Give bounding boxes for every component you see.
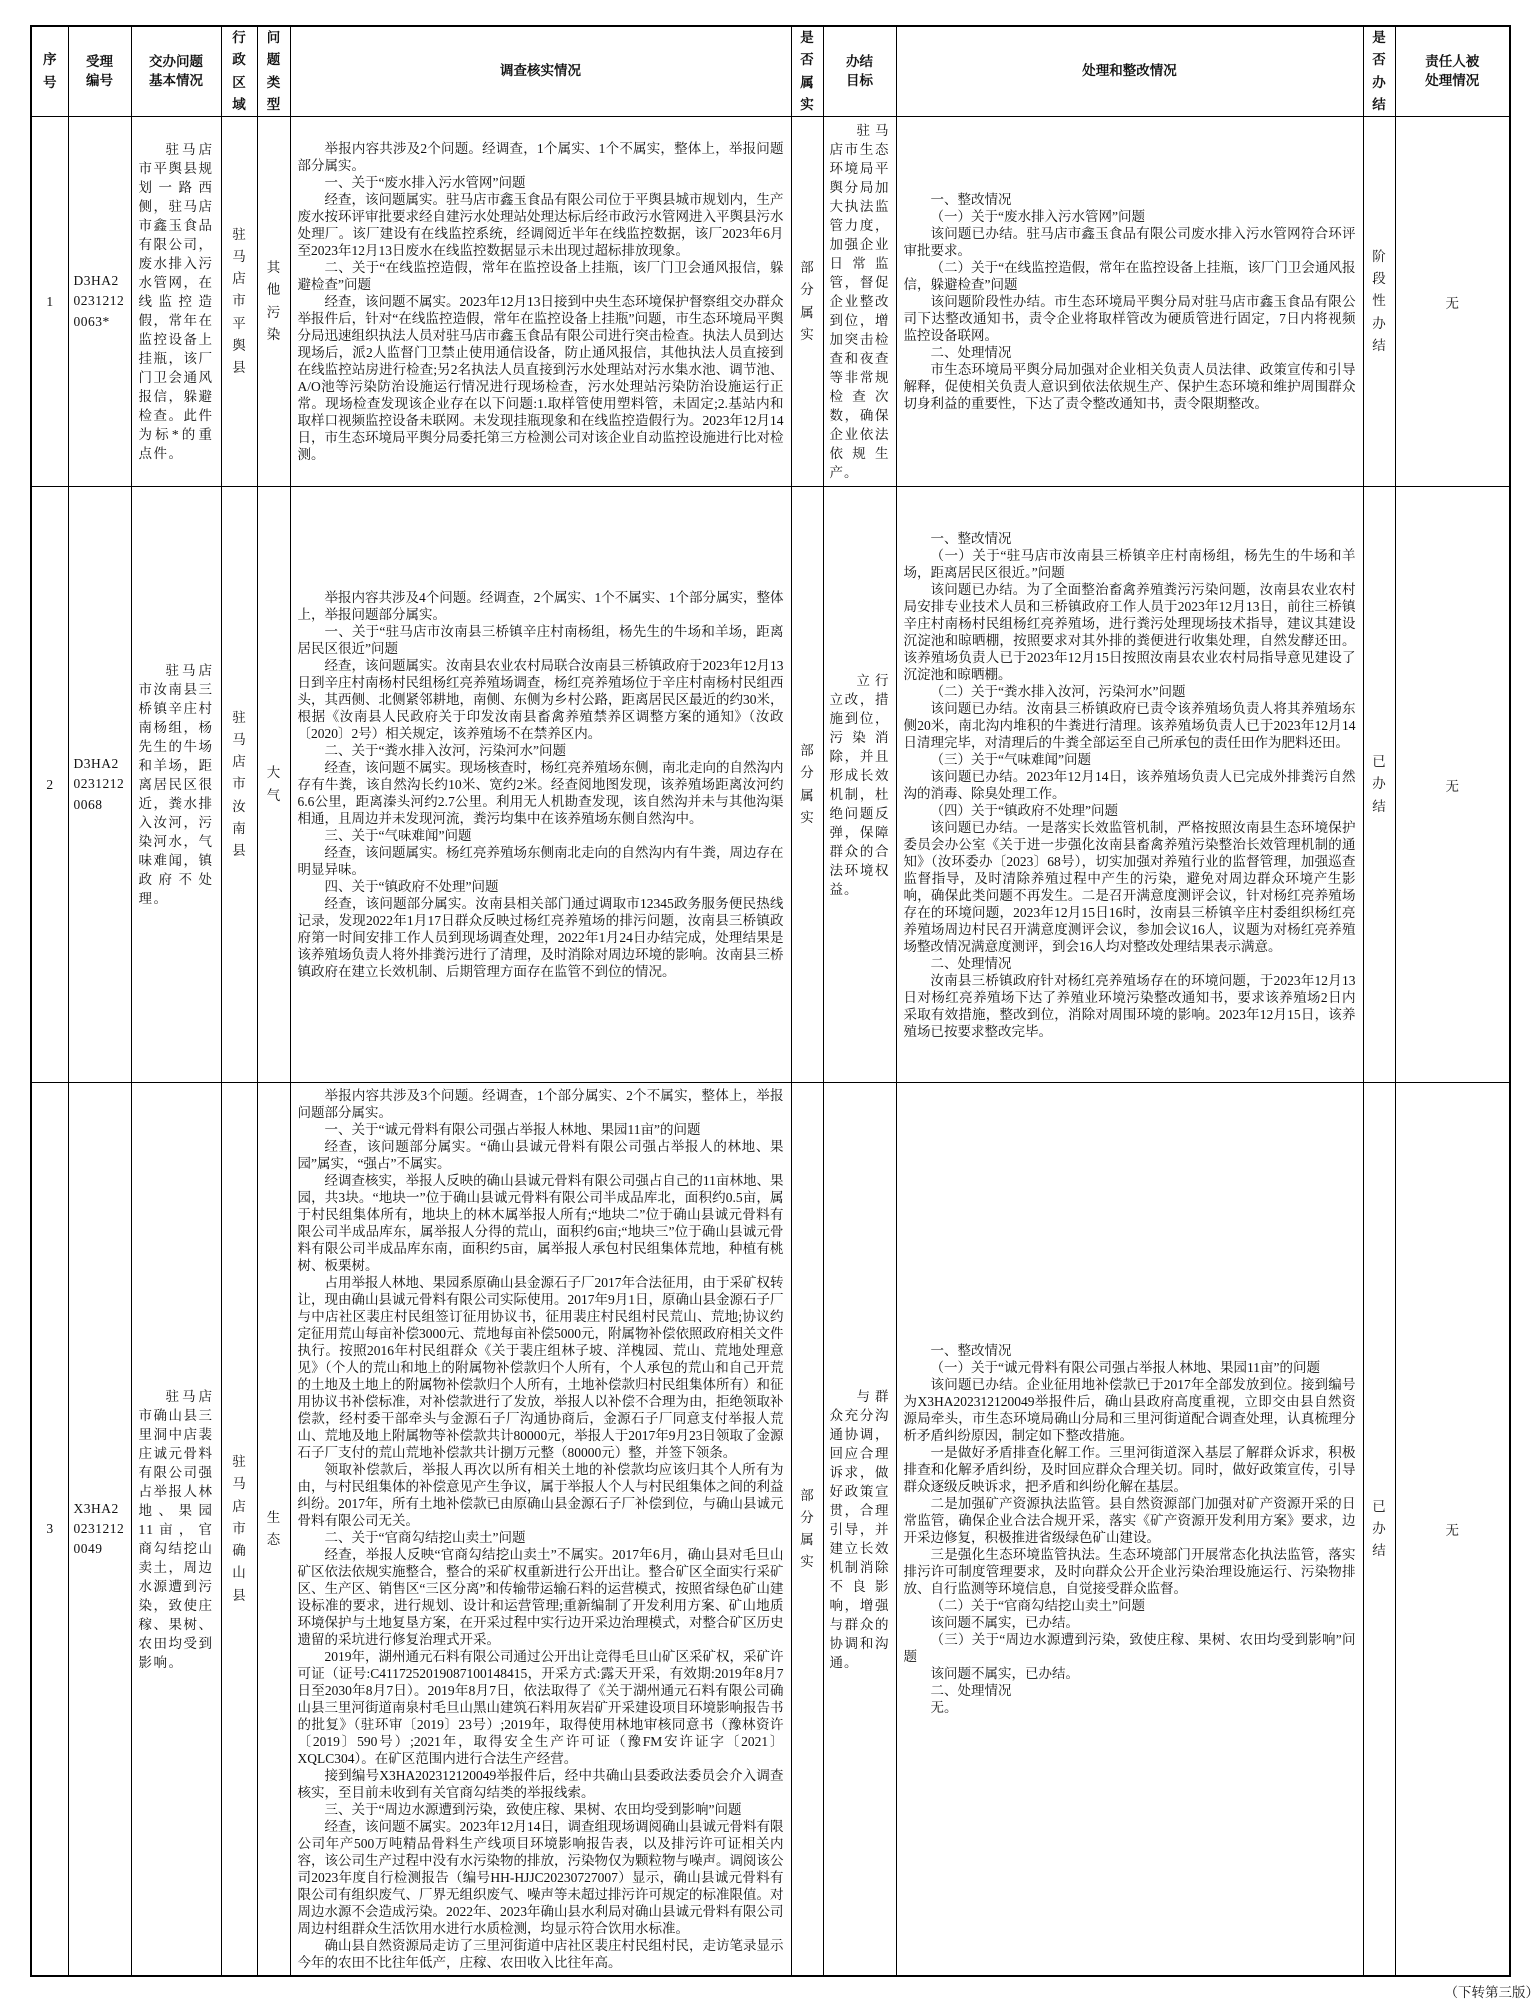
type-cell: 其他污染 [257,117,290,487]
paragraph: 该问题不属实，已办结。 [930,1615,1079,1631]
paragraph: 确山县自然资源局走访了三里河街道中店社区裴庄村民组村民，走访笔录显示今年的农田不比往年低产，庄稼、农田收入比往年高。 [297,1938,784,1971]
paragraph: 二、处理情况 [930,1683,1012,1699]
seq-cell: 3 [31,1083,68,1977]
paragraph: 二、处理情况 [930,955,1012,971]
continued-on-page-note: （下转第三版） [1444,1985,1539,2001]
case-no-cell: D3HA202312120063* [68,117,131,487]
handling-cell [896,117,1363,487]
paragraph: 一、关于“废水排入污水管网”问题 [324,175,526,191]
case-no-cell: X3HA202312120049 [68,1083,131,1977]
paragraph: 经查，该问题部分属实。“确山县诚元骨料有限公司强占举报人的林地、果园”属实，“强占”不属实。 [297,1139,784,1172]
paragraph: （一）关于“诚元骨料有限公司强占举报人林地、果园11亩”的问题 [930,1360,1320,1376]
paragraph: 二、关于“在线监控造假，常年在监控设备上挂瓶，该厂门卫会通风报信，躲避检查”问题 [297,260,784,293]
paragraph: 一、整改情况 [930,192,1012,208]
paragraph: 该问题已办结。一是落实长效监管机制，严格按照汝南县生态环境保护委员会办公室《关于进一步强化汝南县畜禽养殖污染整治长效管理机制的通知》（汝环委办〔2023〕68号），切实加强对养殖行业的监督管理，加强巡查监督指导，及时清除养殖过程中产生的污染，避免对周边群众环境产生影响，确保此类问题不再发生。二是召开满意度测评会议，针对杨红亮养殖场存在的环境问题，2023年12月15日16时，汝南县三桥镇辛庄村委组织杨红亮养殖场周边村民召开满意度测评会议，参加会议16人，议题为对杨红亮养殖场整改情况满意度测评，到会16人均对整改处理结果表示满意。 [903,819,1356,954]
paragraph: 二、关于“粪水排入汝河，污染河水”问题 [324,743,566,759]
paragraph: 该问题已办结。为了全面整治畜禽养殖粪污污染问题，汝南县农业农村局安排专业技术人员和三桥镇政府工作人员于2023年12月13日，前往三桥镇辛庄村南杨村民组杨红亮养殖场，进行粪污处理现场技术指导，建议其建设沉淀池和晾晒棚，按照要求对其外排的粪便进行收集处理，自然发酵还田。该养殖场负责人已于2023年12月15日按照汝南县农业农村局指导意见建设了沉淀池和晾晒棚。 [903,581,1356,682]
col-header-handling: 处理和整改情况 [896,26,1363,117]
header-row [31,26,1510,117]
paragraph: 二、处理情况 [930,345,1012,361]
inspection-report-table [30,25,1511,1977]
paragraph: （一）关于“废水排入污水管网”问题 [930,209,1145,225]
accountability-cell: 无 [1395,487,1510,1083]
problem-cell: 驻马店市确山县三里洞中店裴庄诚元骨料有限公司强占举报人林地、果园11亩，官商勾结挖山卖土，周边水源遭到污染，致使庄稼、果树、农田均受到影响。 [131,1083,221,1977]
investigation-cell [290,117,791,487]
paragraph: 经查，该问题不属实。现场核查时，杨红亮养殖场东侧，南北走向的自然沟内存有牛粪，该自然沟长约10米、宽约2米。经查阅地图发现，该养殖场距离汝河约6.6公里，距离溱头河约2.7公里。利用无人机勘查发现，该自然沟并未与其他沟渠相通，且周边并未发现河流，粪污均集中在该养殖场东侧自然沟中。 [297,760,784,827]
closed-cell: 已办结 [1363,1083,1395,1977]
paragraph: （二）关于“在线监控造假，常年在监控设备上挂瓶，该厂门卫会通风报信，躲避检查”问题 [903,260,1356,293]
investigation-cell [290,1083,791,1977]
is-true-cell: 部分属实 [791,1083,823,1977]
paragraph: 该问题不属实，已办结。 [930,1666,1079,1682]
paragraph: 领取补偿款后，举报人再次以所有相关土地的补偿款均应该归其个人所有为由，与村民组集体的补偿意见产生争议，属于举报人个人与村民组集体之间的利益纠纷。2017年，所有土地补偿款已由原确山县金源石子厂补偿到位，与确山县诚元骨料有限公司无关。 [297,1462,784,1529]
paragraph: 举报内容共涉及3个问题。经调查，1个部分属实、2个不属实，整体上，举报问题部分属实。 [297,1088,784,1121]
paragraph: 二是加强矿产资源执法监管。县自然资源部门加强对矿产资源开采的日常监管，确保企业合法合规开采，落实《矿产资源开发利用方案》要求，边开采边修复，积极推进省级绿色矿山建设。 [903,1496,1356,1546]
col-header-seq: 序号 [31,26,68,117]
paragraph: 三、关于“气味难闻”问题 [324,828,472,844]
paragraph: （三）关于“周边水源遭到污染，致使庄稼、果树、农田均受到影响”问题 [903,1632,1356,1665]
region-cell: 驻马店市确山县 [221,1083,257,1977]
table-row [31,487,1510,1083]
paragraph: 四、关于“镇政府不处理”问题 [324,879,499,895]
paragraph: 汝南县三桥镇政府针对杨红亮养殖场存在的环境问题，于2023年12月13日对杨红亮养殖场下达了养殖业环境污染整改通知书，要求该养殖场2日内采取有效措施，整改到位，消除对周围环境的影响。2023年12月15日，该养殖场已按要求整改完毕。 [903,972,1356,1039]
col-header-is-true: 是否属实 [791,26,823,117]
paragraph: 该问题已办结。汝南县三桥镇政府已责令该养殖场负责人将其养殖场东侧20米，南北沟内堆积的牛粪进行清理。该养殖场负责人已于2023年12月14日清理完毕，对清理后的牛粪全部运至自己所承包的责任田作为肥料还田。 [903,700,1356,750]
is-true-cell: 部分属实 [791,117,823,487]
col-header-case-no: 受理编号 [68,26,131,117]
accountability-cell: 无 [1395,1083,1510,1977]
paragraph: （二）关于“官商勾结挖山卖土”问题 [930,1598,1145,1614]
goal-cell: 与群众充分沟通协调，回应合理诉求，做好政策宣贯，合理引导，并建立长效机制消除不良影响，增强与群众的协调和沟通。 [823,1083,896,1977]
is-true-cell: 部分属实 [791,487,823,1083]
paragraph: 该问题阶段性办结。市生态环境局平舆分局对驻马店市鑫玉食品有限公司下达整改通知书，责令企业将取样管改为硬质管进行固定，7日内将视频监控设备联网。 [903,294,1356,344]
col-header-problem: 交办问题基本情况 [131,26,221,117]
col-header-type: 问题类型 [257,26,290,117]
handling-cell [896,487,1363,1083]
paragraph: 一、整改情况 [930,530,1012,546]
paragraph: 经查，该问题属实。汝南县农业农村局联合汝南县三桥镇政府于2023年12月13日到辛庄村南杨村民组杨红亮养殖场调查，杨红亮养殖场位于辛庄村南杨村民组西头，其西侧、北侧紧邻耕地，南侧、东侧为乡村公路，距离居民区最近的约30米，根据《汝南县人民政府关于印发汝南县畜禽养殖禁养区调整方案的通知》（汝政〔2020〕2号）相关规定，该养殖场不在禁养区内。 [297,658,784,742]
seq-cell: 2 [31,487,68,1083]
closed-cell: 已办结 [1363,487,1395,1083]
col-header-goal: 办结目标 [823,26,896,117]
paragraph: 二、关于“官商勾结挖山卖土”问题 [324,1530,526,1546]
closed-cell: 阶段性办结 [1363,117,1395,487]
problem-cell: 驻马店市汝南县三桥镇辛庄村南杨组，杨先生的牛场和羊场，距离居民区很近，粪水排入汝河，污染河水，气味难闻，镇政府不处理。 [131,487,221,1083]
col-header-closed: 是否办结 [1363,26,1395,117]
paragraph: 2019年，湖州通元石料有限公司通过公开出让竞得毛旦山矿区采矿权，采矿许可证（证号:C4117252019087100148415，开采方式:露天开采，有效期:2019年8月7日至2030年8月7日）。2019年8月7日，依法取得了《关于湖州通元石料有限公司确山县三里河街道南泉村毛旦山黑山建筑石料用灰岩矿开采建设项目环境影响报告书的批复》（驻环审〔2019〕23号）;2019年，取得使用林地审核同意书（豫林资许〔2019〕590号）;2021年，取得安全生产许可证（豫FM安许证字〔2021〕XQLC304）。在矿区范围内进行合法生产经营。 [297,1649,784,1767]
paragraph: 该问题已办结。驻马店市鑫玉食品有限公司废水排入污水管网符合环评审批要求。 [903,226,1356,259]
paragraph: 举报内容共涉及2个问题。经调查，1个属实、1个不属实，整体上，举报问题部分属实。 [297,141,784,174]
paragraph: 举报内容共涉及4个问题。经调查，2个属实、1个不属实、1个部分属实，整体上，举报问题部分属实。 [297,590,784,623]
accountability-cell: 无 [1395,117,1510,487]
paragraph: 市生态环境局平舆分局加强对企业相关负责人员法律、政策宣传和引导解释，促使相关负责人意识到依法依规生产、保护生态环境和维护周围群众切身利益的重要性，下达了责令整改通知书，责令限期整改。 [903,362,1356,412]
paragraph: 无。 [930,1700,958,1716]
paragraph: （一）关于“驻马店市汝南县三桥镇辛庄村南杨组，杨先生的牛场和羊场，距离居民区很近。”问题 [903,547,1356,580]
table-row [31,1083,1510,1977]
col-header-accountability: 责任人被处理情况 [1395,26,1510,117]
paragraph: 经查，该问题部分属实。汝南县相关部门通过调取市12345政务服务便民热线记录，发现2022年1月17日群众反映过杨红亮养殖场的排污问题，汝南县三桥镇政府第一时间安排工作人员到现场调查处理，2022年1月24日办结完成，处理结果是该养殖场负责人将外排粪污进行了清理，及时消除对周边环境的影响。汝南县三桥镇政府在建立长效机制、后期管理方面存在监管不到位的情况。 [297,896,784,980]
paragraph: （二）关于“粪水排入汝河，污染河水”问题 [930,683,1186,699]
type-cell: 大气 [257,487,290,1083]
case-no-cell: D3HA202312120068 [68,487,131,1083]
seq-cell: 1 [31,117,68,487]
paragraph: 该问题已办结。企业征用地补偿款已于2017年全部发放到位。接到编号为X3HA202312120049举报件后，确山县政府高度重视，立即交由县自然资源局牵头，市生态环境局确山分局和三里河街道配合调查处理，认真梳理分析矛盾纠纷原因，制定如下整改措施。 [903,1377,1356,1444]
table-row [31,117,1510,487]
col-header-region: 行政区域 [221,26,257,117]
paragraph: （三）关于“气味难闻”问题 [930,751,1091,767]
paragraph: 接到编号X3HA202312120049举报件后，经中共确山县委政法委员会介入调查核实，至目前未收到有关官商勾结类的举报线索。 [297,1768,784,1801]
investigation-cell [290,487,791,1083]
paragraph: 三、关于“周边水源遭到污染，致使庄稼、果树、农田均受到影响”问题 [324,1802,742,1818]
paragraph: 一、整改情况 [930,1343,1012,1359]
paragraph: 该问题已办结。2023年12月14日，该养殖场负责人已完成外排粪污自然沟的消毒、除臭处理工作。 [903,768,1356,801]
paragraph: 占用举报人林地、果园系原确山县金源石子厂2017年合法征用，由于采矿权转让，现由确山县诚元骨料有限公司实际使用。2017年9月1日，原确山县金源石子厂与中店社区裴庄村民组签订征用协议书，征用裴庄村民组村民荒山、荒地;协议约定征用荒山每亩补偿3000元、荒地每亩补偿5000元，附属物补偿依照政府相关文件执行。按照2016年村民组群众《关于裴庄组林子坡、洋槐园、荒山、荒地处理意见》（个人的荒山和地上的附属物补偿款归个人所有，个人承包的荒山和自己开荒的土地及土地上的附属物补偿款归个人所有，土地补偿款归村民组集体所有）和征用协议书补偿标准，对补偿款进行了发放，举报人以补偿不合理为由，拒绝领取补偿款，经村委干部牵头与金源石子厂沟通协商后，金源石子厂同意支付举报人荒山、荒地及地上附属物等补偿款共计80000元，举报人于2017年9月23日领取了金源石子厂支付的荒山荒地补偿款共计捌万元整（80000元）整，并签下领条。 [297,1275,784,1461]
paragraph: 一、关于“驻马店市汝南县三桥镇辛庄村南杨组，杨先生的牛场和羊场，距离居民区很近”问题 [297,624,784,657]
paragraph: 经查，该问题属实。杨红亮养殖场东侧南北走向的自然沟内有牛粪，周边存在明显异味。 [297,845,784,878]
paragraph: 经查，该问题不属实。2023年12月13日接到中央生态环境保护督察组交办群众举报件后，针对“在线监控造假，常年在监控设备上挂瓶”问题，市生态环境局平舆分局迅速组织执法人员对驻马店市鑫玉食品有限公司进行突击检查。执法人员到达现场后，派2人监督门卫禁止使用通信设备，防止通风报信，其他执法人员直接到在线监控站房进行检查;另2名执法人员直接到污水处理站对污水集水池、调节池、A/O池等污染防治设施运行情况进行现场检查，污水处理站污染防治设施运行正常。现场检查发现该企业存在以下问题:1.取样管使用塑料管，未固定;2.基站内和取样口视频监控设备未联网。未发现挂瓶现象和在线监控造假行为。2023年12月14日，市生态环境局平舆分局委托第三方检测公司对该企业自动监控设施进行比对检测。 [297,294,784,463]
paragraph: 一、关于“诚元骨料有限公司强占举报人林地、果园11亩”的问题 [324,1122,701,1138]
col-header-investigation: 调查核实情况 [290,26,791,117]
paragraph: 经查，该问题属实。驻马店市鑫玉食品有限公司位于平舆县城市规划内，生产废水按环评审批要求经自建污水处理站处理达标后经市政污水管网进入平舆县污水处理厂。该厂建设有在线监控系统，经调阅近半年在线监控数据，该厂2023年6月至2023年12月13日废水在线监控数据显示未出现过超标排放现象。 [297,192,784,259]
handling-cell [896,1083,1363,1977]
paragraph: 经查，该问题不属实。2023年12月14日，调查组现场调阅确山县诚元骨料有限公司年产500万吨精品骨料生产线项目环境影响报告表，以及排污许可证相关内容，该公司生产过程中没有水污染物的排放，污染物仅为颗粒物与噪声。调阅该公司2023年度自行检测报告（编号HH-HJJC20230727007）显示，确山县诚元骨料有限公司有组织废气、厂界无组织废气、噪声等未超过排污许可规定的标准限值。对周边水源不会造成污染。2022年、2023年确山县水利局对确山县诚元骨料有限公司周边村组群众生活饮用水进行水质检测，均显示符合饮用水标准。 [297,1819,784,1937]
paragraph: （四）关于“镇政府不处理”问题 [930,802,1118,818]
paragraph: 三是强化生态环境监管执法。生态环境部门开展常态化执法监管，落实排污许可制度管理要求，及时向群众公开企业污染治理设施运行、污染物排放、自行监测等环境信息，自觉接受群众监督。 [903,1547,1356,1597]
region-cell: 驻马店市汝南县 [221,487,257,1083]
goal-cell: 驻马店市生态环境局平舆分局加大执法监管力度，加强企业日常监管，督促企业整改到位，增加突击检查和夜查等非常规检查次数，确保企业依法依规生产。 [823,117,896,487]
goal-cell: 立行立改，措施到位，污染消除，并且形成长效机制，杜绝问题反弹，保障群众的合法环境权益。 [823,487,896,1083]
problem-cell: 驻马店市平舆县规划一路西侧，驻马店市鑫玉食品有限公司，废水排入污水管网，在线监控造假，常年在监控设备上挂瓶，该厂门卫会通风报信，躲避检查。此件为标*的重点件。 [131,117,221,487]
paragraph: 经调查核实，举报人反映的确山县诚元骨料有限公司强占自己的11亩林地、果园，共3块。“地块一”位于确山县诚元骨料有限公司半成品库北，面积约0.5亩，属于村民组集体所有，地块上的林木属举报人所有;“地块二”位于确山县诚元骨料有限公司半成品库东，属举报人分得的荒山，面积约6亩;“地块三”位于确山县诚元骨料有限公司半成品库东南，面积约5亩，属举报人承包村民组集体荒地，种植有桃树、板栗树。 [297,1173,784,1274]
region-cell: 驻马店市平舆县 [221,117,257,487]
type-cell: 生态 [257,1083,290,1977]
paragraph: 经查，举报人反映“官商勾结挖山卖土”不属实。2017年6月，确山县对毛旦山矿区依法依规实施整合，整合的采矿权重新进行公开出让。整合矿区全面实行采矿区、生产区、销售区“三区分离”和传输带运输石料的运营模式，按照省绿色矿山建设标准的要求，进行规划、设计和运营管理;重新编制了开发利用方案、矿山地质环境保护与土地复垦方案，在开采过程中实行边开采边治理模式，对整合矿区历史遗留的采坑进行修复治理式开采。 [297,1547,784,1648]
paragraph: 一是做好矛盾排查化解工作。三里河街道深入基层了解群众诉求，积极排查和化解矛盾纠纷，及时回应群众合理关切。同时，做好政策宣传，引导群众逐级反映诉求，把矛盾和纠纷化解在基层。 [903,1445,1356,1495]
